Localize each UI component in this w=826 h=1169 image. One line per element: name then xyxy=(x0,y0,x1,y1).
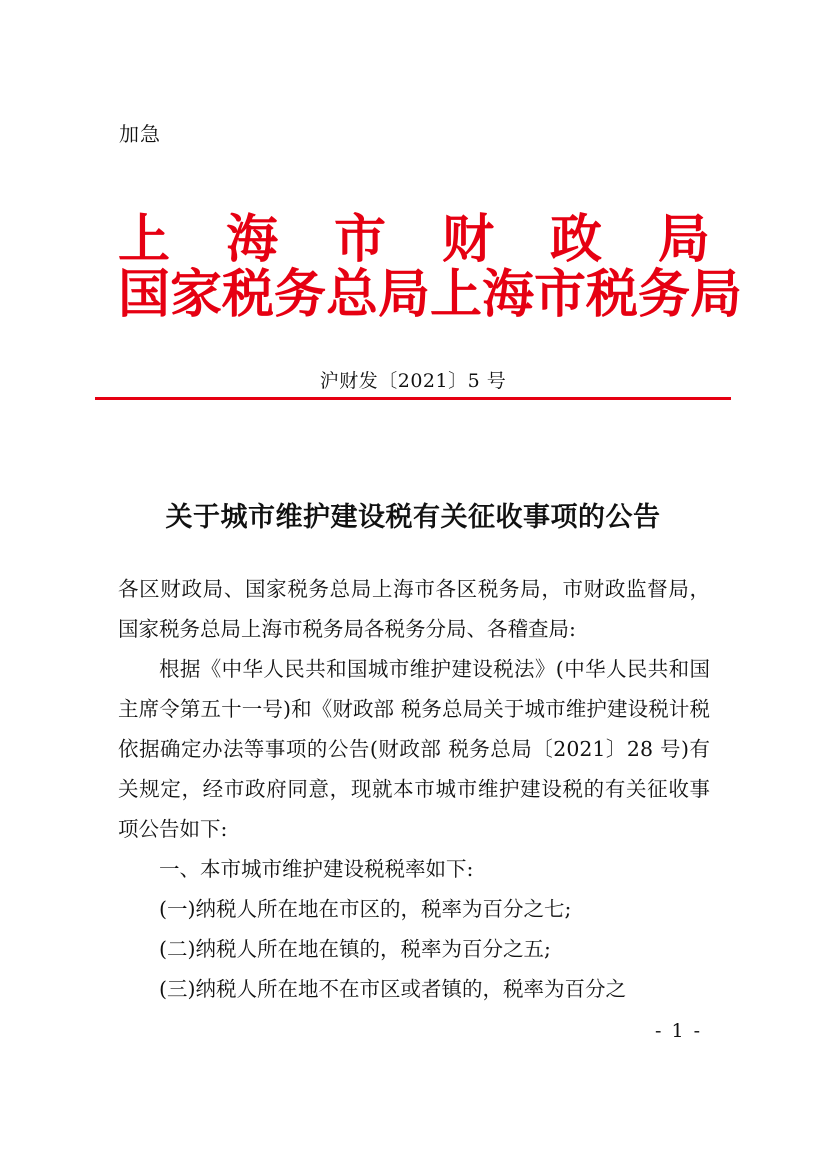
urgency-label: 加急 xyxy=(119,122,161,146)
issuer-char: 局 xyxy=(657,209,710,270)
page-number: - 1 - xyxy=(655,1020,703,1042)
body-paragraph: 一、本市城市维护建设税税率如下: xyxy=(159,857,474,881)
body-paragraph: (二)纳税人所在地在镇的，税率为百分之五; xyxy=(159,937,551,961)
recipients-paragraph: 各区财政局、国家税务总局上海市各区税务局，市财政监督局，国家税务总局上海市税务局各税务分局、各稽查局: xyxy=(118,577,710,641)
issuer-char: 海 xyxy=(225,209,278,270)
issuer-line-1 xyxy=(118,209,710,270)
issuer-char: 市 xyxy=(333,209,386,270)
body-paragraph: (三)纳税人所在地不在市区或者镇的，税率为百分之 xyxy=(159,977,626,1001)
issuer-char: 政 xyxy=(549,209,602,270)
issuer-char: 财 xyxy=(441,209,494,270)
document-body xyxy=(118,569,710,1009)
document-number: 沪财发〔2021〕5 号 xyxy=(319,370,507,392)
issuer-char: 上 xyxy=(118,209,171,270)
issuer-line-2: 国家税务总局上海市税务局 xyxy=(118,264,743,325)
red-divider-line xyxy=(95,397,731,400)
document-title: 关于城市维护建设税有关征收事项的公告 xyxy=(165,502,661,533)
body-paragraph: (一)纳税人所在地在市区的，税率为百分之七; xyxy=(159,897,572,921)
body-paragraph: 根据《中华人民共和国城市维护建设税法》(中华人民共和国主席令第五十一号)和《财政部 税务总局关于城市维护建设税计税依据确定办法等事项的公告(财政部 税务总局〔2021〕28 号)有关规定，经市政府同意，现就本市城市维护建设税的有关征收事项公告如下: xyxy=(118,657,710,841)
